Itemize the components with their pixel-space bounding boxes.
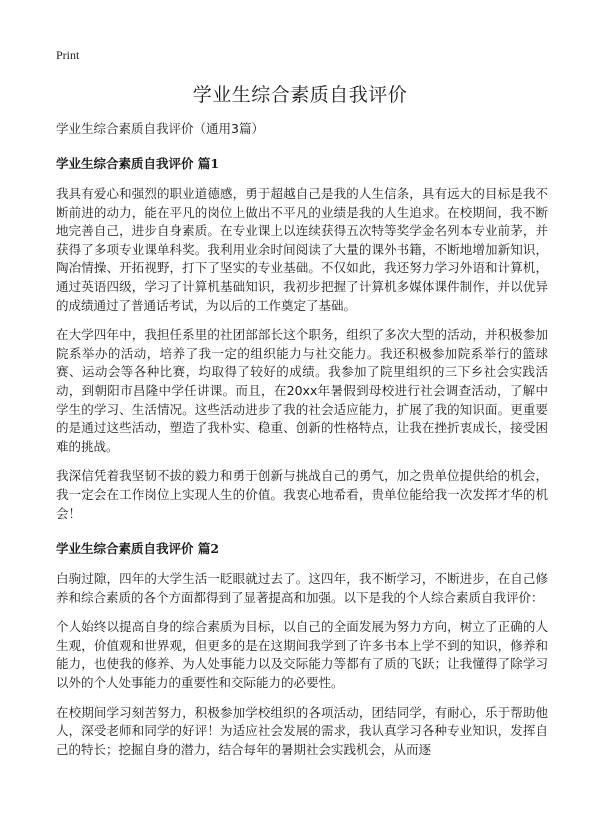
paragraph: 个人始终以提高自身的综合素质为目标，以自己的全面发展为努力方向，树立了正确的人生观，价值观和世界观，但更多的是在这期间我学到了许多书本上学不到的知识，修养和能力，也使我的修养、为人处事能力以及交际能力等都有了质的飞跃；让我懂得了除学习以外的个人处事能力的重要性和交际能力的必要性。 [56,619,548,691]
document-subtitle: 学业生综合素质自我评价（通用3篇） [56,121,264,136]
document-title: 学业生综合素质自我评价 [192,84,408,106]
paragraph: 白驹过隙，四年的大学生活一眨眼就过去了。这四年，我不断学习，不断进步，在自己修养和综合素质的各个方面都得到了显著提高和加强。以下是我的个人综合素质自我评价： [56,571,548,605]
section-heading-1: 学业生综合素质自我评价 篇1 [56,156,220,171]
document-body [56,120,548,770]
paragraph: 我深信凭着我坚韧不拔的毅力和勇于创新与挑战自己的勇气，加之贵单位提供给的机会，我一定会在工作岗位上实现人生的价值。我衷心地希看，贵单位能给我一次发挥才华的机会！ [56,468,548,521]
paragraph: 在大学四年中，我担任系里的社团部部长这个职务，组织了多次大型的活动，并积极参加院系举办的活动，培养了我一定的组织能力与社交能力。我还积极参加院系举行的篮球赛、运动会等各种比赛，均取得了较好的成绩。我参加了院里组织的三下乡社会实践活动，到朝阳市昌隆中学任讲课。而且，在20xx年暑假到母校进行社会调查活动，了解中学生的学习、生活情况。这些活动进步了我的社会适应能力，扩展了我的知识面。更重要的是通过这些活动，塑造了我朴实、稳重、创新的性格特点，让我在挫折衷成长，接受困难的挑战。 [56,327,548,454]
print-link[interactable]: Print [56,48,80,62]
section-heading-2: 学业生综合素质自我评价 篇2 [56,541,220,557]
paragraph: 在校期间学习刻苦努力，积极参加学校组织的各项活动，团结同学，有耐心，乐于帮助他人，深受老师和同学的好评！为适应社会发展的需求，我认真学习各种专业知识，发挥自己的特长；挖掘自身的潜力，结合每年的暑期社会实践机会，从而逐 [56,704,548,757]
paragraph: 我具有爱心和强烈的职业道德感，勇于超越自己是我的人生信条，具有远大的目标是我不断前进的动力，能在平凡的岗位上做出不平凡的业绩是我的人生追求。在校期间，我不断地完善自己，进步自身素质。在专业课上以连续获得五次特等奖学金名列本专业前茅，并获得了多项专业课单科奖。我利用业余时间阅读了大量的课外书籍，不断地增加新知识，陶冶情操、开拓视野，打下了坚实的专业基础。不仅如此，我还努力学习外语和计算机，通过英语四级，学习了计算机基础知识，我初步把握了计算机多媒体课件制作，并以优异的成绩通过了普通话考试，为以后的工作奠定了基础。 [56,186,548,313]
